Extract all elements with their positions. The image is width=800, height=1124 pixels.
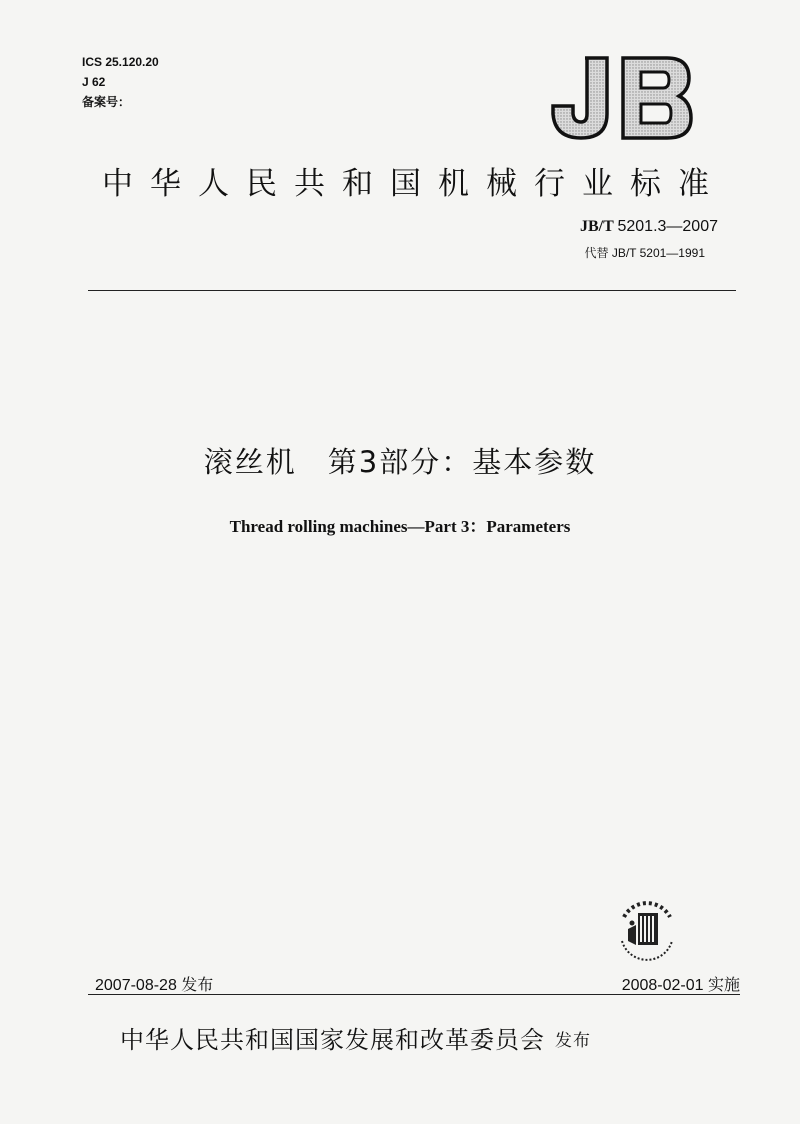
jb-logo bbox=[545, 52, 695, 142]
document-title-english: Thread rolling machines—Part 3：Parameters bbox=[229, 517, 571, 536]
standard-type-title: 中华人民共和国机械行业标准 bbox=[102, 166, 726, 202]
header-divider bbox=[88, 290, 736, 291]
issuing-authority bbox=[120, 1020, 591, 1055]
standard-number-prefix: JB/T bbox=[579, 218, 614, 235]
ics-code: ICS 25.120.20 bbox=[82, 55, 159, 69]
standard-number-value: 5201.3—2007 bbox=[617, 218, 718, 235]
publisher-seal-icon bbox=[614, 895, 680, 961]
footer-divider bbox=[88, 994, 740, 995]
classification-code: J 62 bbox=[82, 75, 106, 89]
document-title-chinese: 滚丝机 第3部分：基本参数 bbox=[203, 445, 597, 479]
implementation-date: 2008-02-01 实施 bbox=[621, 977, 740, 994]
issue-date: 2007-08-28 发布 bbox=[95, 977, 214, 994]
standard-number bbox=[580, 218, 718, 236]
issuer-suffix: 发布 bbox=[555, 1031, 591, 1051]
replaces-standard: 代替 JB/T 5201—1991 bbox=[584, 246, 705, 260]
issuer-name: 中华人民共和国国家发展和改革委员会 bbox=[120, 1026, 545, 1054]
filing-number-label: 备案号： bbox=[82, 95, 131, 109]
